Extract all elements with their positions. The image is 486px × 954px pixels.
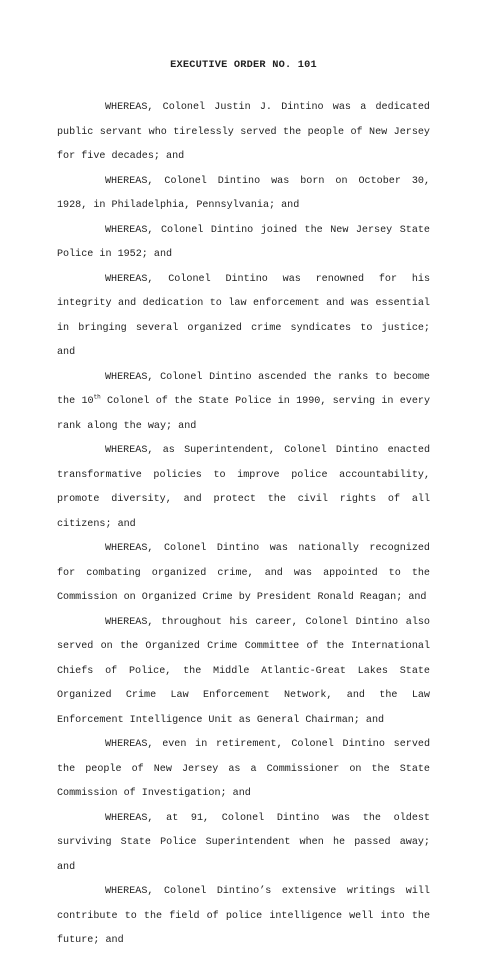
- paragraph-10: WHEREAS, at 91, Colonel Dintino was the oldest surviving State Police Superintendent when he passed away; and: [57, 812, 430, 873]
- paragraph-5: [57, 366, 430, 440]
- paragraph-11: WHEREAS, Colonel Dintino’s extensive writings will contribute to the field of police intelligence well into the future; and: [57, 886, 430, 946]
- paragraph-6: WHEREAS, as Superintendent, Colonel Dintino enacted transformative policies to improve police accountability, promote diversity, and protect the civil rights of all citizens; and: [57, 445, 430, 530]
- document-title: EXECUTIVE ORDER NO. 101: [170, 59, 317, 71]
- paragraph-9: WHEREAS, even in retirement, Colonel Dintino served the people of New Jersey as a Commissioner on the State Commission of Investigation; and: [57, 739, 430, 799]
- paragraph-1: WHEREAS, Colonel Justin J. Dintino was a dedicated public servant who tirelessly served the people of New Jersey for five decades; and: [57, 102, 430, 162]
- paragraph-7: WHEREAS, Colonel Dintino was nationally recognized for combating organized crime, and was appointed to the Commission on Organized Crime by President Ronald Reagan; and: [57, 543, 430, 603]
- paragraph-4: WHEREAS, Colonel Dintino was renowned for his integrity and dedication to law enforcement and was essential in bringing several organized crime syndicates to justice; and: [57, 273, 430, 358]
- paragraph-5-rest: Colonel of the State Police in 1990, serving in every rank along the way; and: [57, 396, 431, 432]
- paragraph-8: WHEREAS, throughout his career, Colonel Dintino also served on the Organized Crime Committee of the International Chiefs of Police, the Middle Atlantic-Great Lakes State Organized Crime Law Enforcement Network, and the Law Enforcement Intelligence Unit as General Chairman; and: [57, 616, 430, 726]
- paragraph-3: WHEREAS, Colonel Dintino joined the New Jersey State Police in 1952; and: [57, 224, 430, 260]
- paragraph-5-start: WHEREAS, Colonel Dintino ascended the ranks to become the 10: [57, 371, 430, 407]
- ordinal-superscript: th: [93, 393, 101, 401]
- paragraph-2: WHEREAS, Colonel Dintino was born on October 30, 1928, in Philadelphia, Pennsylvania; and: [57, 175, 430, 211]
